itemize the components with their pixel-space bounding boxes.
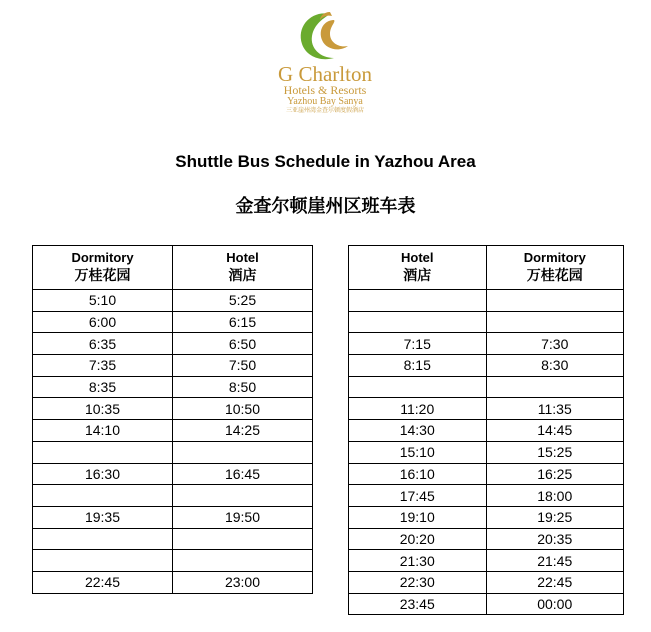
time-cell <box>33 485 173 507</box>
table-row <box>33 355 313 377</box>
time-cell: 16:30 <box>33 463 173 485</box>
table-row <box>33 311 313 333</box>
time-cell: 23:00 <box>173 571 313 593</box>
table-row <box>33 290 313 312</box>
time-cell: 21:30 <box>349 550 487 572</box>
time-cell: 7:30 <box>486 333 624 355</box>
time-cell: 6:35 <box>33 333 173 355</box>
time-cell: 10:50 <box>173 398 313 420</box>
table-row <box>33 420 313 442</box>
time-cell: 22:30 <box>349 571 487 593</box>
table-row <box>349 376 624 398</box>
table-row <box>33 485 313 507</box>
table-header-row <box>349 246 624 290</box>
time-cell: 6:50 <box>173 333 313 355</box>
table-row <box>349 420 624 442</box>
time-cell: 19:50 <box>173 506 313 528</box>
header-hotel: Hotel 酒店 <box>173 246 313 290</box>
table-row <box>33 463 313 485</box>
time-cell: 22:45 <box>33 571 173 593</box>
time-cell <box>349 290 487 312</box>
table-row <box>349 333 624 355</box>
time-cell: 14:25 <box>173 420 313 442</box>
logo-line-1: Hotels & Resorts <box>283 83 367 97</box>
time-cell: 8:35 <box>33 376 173 398</box>
time-cell <box>173 441 313 463</box>
table-row <box>349 506 624 528</box>
table-header-row <box>33 246 313 290</box>
table-row <box>349 355 624 377</box>
table-row <box>33 528 313 550</box>
time-cell: 20:20 <box>349 528 487 550</box>
time-cell: 7:50 <box>173 355 313 377</box>
time-cell: 8:50 <box>173 376 313 398</box>
logo-line-2: Yazhou Bay Sanya <box>287 96 363 107</box>
time-cell: 16:10 <box>349 463 487 485</box>
table-row <box>349 398 624 420</box>
time-cell <box>486 290 624 312</box>
table-row <box>33 376 313 398</box>
header-dormitory: Dormitory 万桂花园 <box>33 246 173 290</box>
schedule-table-dormitory-to-hotel <box>32 245 313 594</box>
header-dormitory: Dormitory 万桂花园 <box>486 246 624 290</box>
time-cell <box>33 550 173 572</box>
time-cell: 11:35 <box>486 398 624 420</box>
time-cell: 19:25 <box>486 506 624 528</box>
time-cell <box>349 311 487 333</box>
logo-line-3: 三亚崖州湾金查尔顿度假酒店 <box>285 107 364 114</box>
table-row <box>33 571 313 593</box>
time-cell: 23:45 <box>349 593 487 615</box>
table-row <box>349 463 624 485</box>
table-row <box>349 311 624 333</box>
time-cell: 14:10 <box>33 420 173 442</box>
time-cell: 7:35 <box>33 355 173 377</box>
time-cell <box>33 441 173 463</box>
time-cell: 5:10 <box>33 290 173 312</box>
hotel-logo <box>230 8 420 123</box>
time-cell <box>486 376 624 398</box>
time-cell: 14:45 <box>486 420 624 442</box>
time-cell: 6:15 <box>173 311 313 333</box>
table-row <box>33 333 313 355</box>
time-cell: 21:45 <box>486 550 624 572</box>
time-cell: 5:25 <box>173 290 313 312</box>
table-row <box>349 290 624 312</box>
time-cell: 19:35 <box>33 506 173 528</box>
time-cell: 8:30 <box>486 355 624 377</box>
table-row <box>349 485 624 507</box>
time-cell: 00:00 <box>486 593 624 615</box>
table-row <box>349 528 624 550</box>
table-row <box>349 571 624 593</box>
time-cell: 14:30 <box>349 420 487 442</box>
time-cell: 10:35 <box>33 398 173 420</box>
header-hotel: Hotel 酒店 <box>349 246 487 290</box>
table-row <box>33 550 313 572</box>
table-row <box>33 441 313 463</box>
time-cell: 15:25 <box>486 441 624 463</box>
time-cell: 16:45 <box>173 463 313 485</box>
time-cell: 8:15 <box>349 355 487 377</box>
page-title-english: Shuttle Bus Schedule in Yazhou Area <box>175 152 476 171</box>
time-cell <box>486 311 624 333</box>
time-cell: 15:10 <box>349 441 487 463</box>
page-title-chinese: 金查尔顿崖州区班车表 <box>235 196 416 217</box>
table-row <box>349 441 624 463</box>
table-row <box>349 593 624 615</box>
table-row <box>33 398 313 420</box>
time-cell: 11:20 <box>349 398 487 420</box>
table-row <box>33 506 313 528</box>
time-cell <box>349 376 487 398</box>
time-cell: 16:25 <box>486 463 624 485</box>
time-cell: 20:35 <box>486 528 624 550</box>
time-cell <box>33 528 173 550</box>
time-cell: 18:00 <box>486 485 624 507</box>
time-cell: 7:15 <box>349 333 487 355</box>
schedule-table-hotel-to-dormitory <box>348 245 624 615</box>
logo-swirl-icon <box>290 8 360 64</box>
time-cell: 17:45 <box>349 485 487 507</box>
time-cell: 22:45 <box>486 571 624 593</box>
time-cell <box>173 550 313 572</box>
logo-brand-name: G Charlton <box>278 62 372 86</box>
time-cell: 19:10 <box>349 506 487 528</box>
time-cell: 6:00 <box>33 311 173 333</box>
time-cell <box>173 528 313 550</box>
table-row <box>349 550 624 572</box>
time-cell <box>173 485 313 507</box>
